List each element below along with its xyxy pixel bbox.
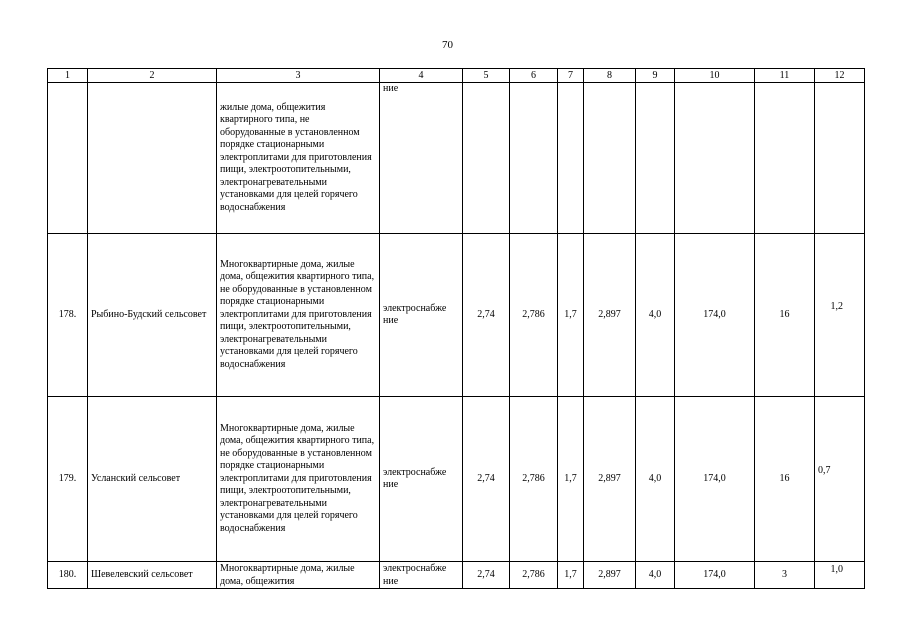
value-cell: 174,0 xyxy=(675,397,755,562)
value-cell: 1,7 xyxy=(558,562,584,589)
value-cell: 4,0 xyxy=(636,397,675,562)
service-type xyxy=(380,562,463,589)
row-number: 180. xyxy=(48,562,88,589)
value-cell xyxy=(463,83,510,234)
value-cell: 2,897 xyxy=(584,397,636,562)
value-cell: 1,7 xyxy=(558,397,584,562)
header-cell: 11 xyxy=(755,69,815,83)
value-text: 1,0 xyxy=(830,563,843,575)
settlement-name: Усланский сельсовет xyxy=(88,397,217,562)
header-cell: 9 xyxy=(636,69,675,83)
service-type-text: электроснабже ние xyxy=(383,563,447,587)
table-row xyxy=(48,562,865,589)
table-row xyxy=(48,234,865,397)
header-cell: 1 xyxy=(48,69,88,83)
header-cell: 12 xyxy=(815,69,865,83)
settlement-name-text: Шевелевский сельсовет xyxy=(91,568,193,580)
consumer-description: жилые дома, общежития квартирного типа, не оборудованные в установленном порядке стационарными электроплитами для приготовления пищи, электроотопительными, электронагревательными установками для целей горячего водоснабжения xyxy=(217,83,380,234)
value-cell xyxy=(815,234,865,397)
value-cell: 16 xyxy=(755,397,815,562)
value-cell: 174,0 xyxy=(675,562,755,589)
tariff-table xyxy=(47,68,865,589)
value-cell: 2,786 xyxy=(510,562,558,589)
value-cell: 3 xyxy=(755,562,815,589)
value-cell xyxy=(584,83,636,234)
table-row xyxy=(48,83,865,234)
value-cell xyxy=(815,562,865,589)
table-row xyxy=(48,397,865,562)
page-number: 70 xyxy=(442,39,453,51)
value-cell: 2,897 xyxy=(584,562,636,589)
row-number: 179. xyxy=(48,397,88,562)
value-cell: 2,74 xyxy=(463,234,510,397)
value-cell: 16 xyxy=(755,234,815,397)
value-cell: 2,74 xyxy=(463,397,510,562)
row-number xyxy=(48,83,88,234)
value-cell: 1,7 xyxy=(558,234,584,397)
value-cell: 4,0 xyxy=(636,562,675,589)
consumer-description: Многоквартирные дома, жилые дома, общежития квартирного типа, не оборудованные в установленном порядке стационарными электроплитами для приготовления пищи, электроотопительными, электронагревательными установками для целей горячего водоснабжения xyxy=(217,397,380,562)
service-type: ние xyxy=(380,83,463,234)
value-cell: 174,0 xyxy=(675,234,755,397)
header-cell: 2 xyxy=(88,69,217,83)
consumer-description xyxy=(217,562,380,589)
value-cell xyxy=(815,83,865,234)
header-cell: 3 xyxy=(217,69,380,83)
value-cell: 2,74 xyxy=(463,562,510,589)
settlement-name xyxy=(88,83,217,234)
row-number: 178. xyxy=(48,234,88,397)
service-type: электроснабже ние xyxy=(380,397,463,562)
value-text: 1,2 xyxy=(830,300,843,312)
settlement-name: Рыбино-Будский сельсовет xyxy=(88,234,217,397)
value-cell: 2,786 xyxy=(510,234,558,397)
header-cell: 10 xyxy=(675,69,755,83)
value-cell xyxy=(558,83,584,234)
service-type: электроснабже ние xyxy=(380,234,463,397)
value-cell: 2,897 xyxy=(584,234,636,397)
header-cell: 6 xyxy=(510,69,558,83)
header-cell: 7 xyxy=(558,69,584,83)
value-text: 0,7 xyxy=(818,464,831,476)
settlement-name xyxy=(88,562,217,589)
header-cell: 5 xyxy=(463,69,510,83)
header-row xyxy=(48,69,865,83)
header-cell: 8 xyxy=(584,69,636,83)
value-cell xyxy=(675,83,755,234)
value-cell: 4,0 xyxy=(636,234,675,397)
value-cell xyxy=(510,83,558,234)
value-cell: 2,786 xyxy=(510,397,558,562)
consumer-description: Многоквартирные дома, жилые дома, общежития квартирного типа, не оборудованные в установленном порядке стационарными электроплитами для приготовления пищи, электроотопительными, электронагревательными установками для целей горячего водоснабжения xyxy=(217,234,380,397)
value-cell xyxy=(636,83,675,234)
header-cell: 4 xyxy=(380,69,463,83)
consumer-description-text: Многоквартирные дома, жилые дома, общежития xyxy=(220,563,355,587)
value-cell xyxy=(755,83,815,234)
value-cell xyxy=(815,397,865,562)
